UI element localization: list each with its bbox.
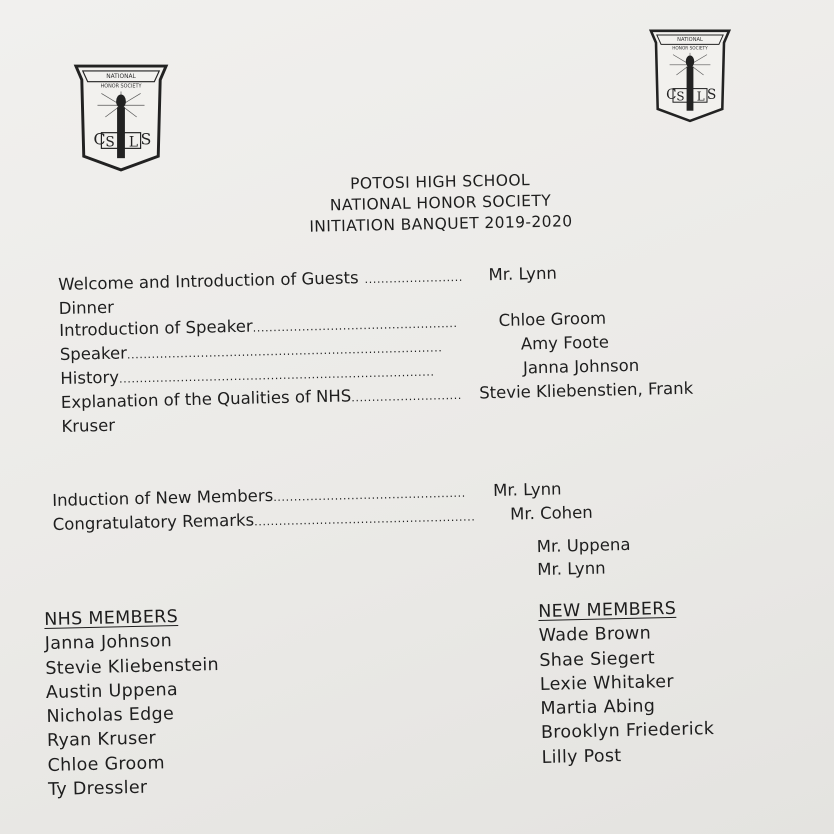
svg-text:L: L [696, 89, 705, 104]
agenda-item: Welcome and Introduction of Guests [58, 268, 359, 294]
member-name: Ty Dressler [47, 777, 148, 801]
svg-text:S: S [105, 134, 115, 151]
agenda-leader: ........................... [351, 388, 463, 405]
additional-presenters [536, 533, 631, 581]
agenda-presenter: Mr. Lynn [492, 479, 562, 500]
agenda-item: History [60, 367, 120, 388]
member-name: Stevie Kliebenstein [45, 654, 220, 679]
induction-agenda [52, 476, 653, 538]
new-members-heading: NEW MEMBERS [538, 598, 677, 622]
nhs-members-heading: NHS MEMBERS [44, 606, 179, 630]
agenda-leader: ...................................................... [254, 510, 476, 529]
agenda-leader: ........................ [364, 270, 464, 287]
agenda-item: Explanation of the Qualities of NHS [60, 386, 352, 412]
svg-text:HONOR SOCIETY: HONOR SOCIETY [100, 83, 142, 90]
nhs-keystone-icon [72, 58, 170, 176]
svg-text:S: S [707, 86, 717, 103]
school-name: POTOSI HIGH SCHOOL [349, 171, 531, 193]
svg-text:S: S [676, 89, 685, 104]
nhs-emblem-left [72, 58, 170, 176]
program-agenda [58, 257, 802, 438]
society-name: NATIONAL HONOR SOCIETY [329, 191, 552, 215]
agenda-item: Speaker [59, 343, 128, 364]
member-name: Martia Abing [540, 696, 656, 720]
agenda-presenter: Mr. Lynn [488, 263, 558, 285]
agenda-presenter: Amy Foote [520, 332, 610, 354]
svg-text:HONOR SOCIETY: HONOR SOCIETY [672, 46, 708, 52]
member-name: Ryan Kruser [46, 728, 157, 752]
program-header [267, 168, 613, 238]
event-title: INITIATION BANQUET 2019-2020 [309, 212, 573, 236]
presenter-name: Mr. Lynn [537, 558, 606, 580]
svg-text:NATIONAL: NATIONAL [106, 73, 136, 80]
agenda-leader: ............................................... [273, 486, 466, 504]
agenda-leader: ............................................................................. [118, 365, 435, 386]
agenda-presenter: Stevie Kliebenstien, Frank [478, 378, 694, 403]
member-name: Brooklyn Friederick [540, 719, 715, 744]
agenda-item: Induction of New Members [52, 485, 274, 510]
agenda-item: Dinner [58, 297, 115, 318]
svg-text:C: C [93, 129, 106, 149]
new-members-list [538, 596, 715, 770]
agenda-presenter: Janna Johnson [522, 355, 640, 378]
agenda-item: Congratulatory Remarks [52, 510, 255, 534]
member-name: Chloe Groom [47, 753, 166, 776]
svg-text:C: C [666, 86, 677, 103]
agenda-item: Introduction of Speaker [59, 316, 253, 340]
nhs-emblem-right [640, 24, 740, 126]
agenda-presenter: Mr. Cohen [509, 502, 593, 524]
agenda-leader: ............................................................................. [126, 341, 443, 362]
member-name: Shae Siegert [539, 647, 656, 671]
member-name: Austin Uppena [45, 679, 179, 703]
svg-text:NATIONAL: NATIONAL [677, 37, 703, 43]
nhs-keystone-icon [640, 24, 740, 126]
member-name: Nicholas Edge [46, 704, 175, 728]
member-name: Janna Johnson [44, 631, 173, 655]
nhs-members-list [44, 604, 222, 802]
agenda-item: Kruser [61, 415, 116, 436]
agenda-presenter: Chloe Groom [498, 308, 607, 331]
member-name: Lilly Post [541, 745, 622, 768]
presenter-name: Mr. Uppena [536, 534, 631, 557]
svg-text:L: L [128, 134, 138, 151]
svg-text:S: S [140, 129, 152, 149]
member-name: Lexie Whitaker [539, 671, 675, 695]
agenda-leader: .................................................. [252, 316, 458, 335]
member-name: Wade Brown [538, 623, 652, 647]
